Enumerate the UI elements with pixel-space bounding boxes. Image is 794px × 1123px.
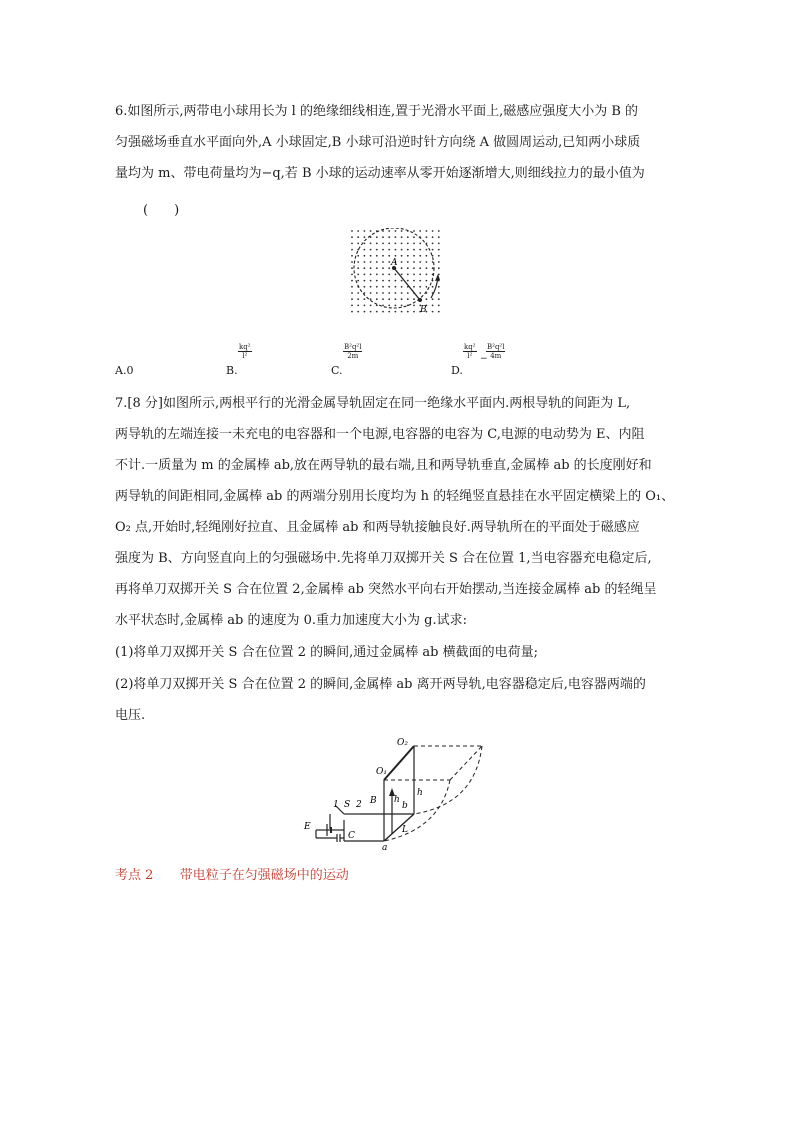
label-e: E bbox=[304, 822, 311, 832]
label-h-1: h bbox=[394, 795, 400, 805]
q6-line-3: 量均为 m、带电荷量均为−q,若 B 小球的运动速率从零开始逐渐增大,则细线拉力的最小值为 bbox=[115, 166, 645, 181]
option-b-numerator: kq² bbox=[239, 343, 251, 351]
option-b-denominator: l² bbox=[242, 352, 248, 360]
option-d-numerator-2: B²q²l bbox=[487, 343, 505, 351]
option-b-fraction bbox=[238, 343, 252, 360]
ball-b bbox=[418, 298, 422, 302]
option-d-fraction-1 bbox=[463, 343, 477, 360]
q7-line-2: 两导轨的左端连接一未充电的电容器和一个电源,电容器的电容为 C,电源的电动势为 E、内阻 bbox=[115, 427, 645, 442]
option-c-denominator: 2m bbox=[347, 352, 359, 360]
q7-line-9: (1)将单刀双掷开关 S 合在位置 2 的瞬间,通过金属棒 ab 横截面的电荷量; bbox=[115, 645, 538, 660]
q7-line-11: 电压. bbox=[115, 708, 146, 723]
label-l: L bbox=[402, 825, 408, 835]
topic-title: 带电粒子在匀强磁场中的运动 bbox=[179, 868, 349, 883]
label-b: B bbox=[420, 305, 427, 315]
label-s: S bbox=[344, 800, 351, 810]
option-b-label: B. bbox=[226, 364, 238, 377]
q7-line-6: 强度为 B、方向竖直向上的匀强磁场中.先将单刀双掷开关 S 合在位置 1,当电容器充电稳定后, bbox=[115, 551, 652, 566]
q7-line-8: 水平状态时,金属棒 ab 的速度为 0.重力加速度大小为 g.试求: bbox=[115, 613, 467, 628]
topic-label: 考点 2 bbox=[115, 868, 154, 883]
thread-line bbox=[394, 268, 420, 300]
label-b-field: B bbox=[370, 796, 377, 806]
label-a-end: a bbox=[382, 843, 388, 852]
option-d-minus: − bbox=[480, 354, 488, 364]
option-d-label: D. bbox=[451, 364, 463, 377]
q6-answer-paren: ( ) bbox=[143, 203, 180, 218]
label-o2: O₂ bbox=[397, 738, 408, 748]
label-b-end: b bbox=[402, 801, 408, 811]
label-a: A bbox=[391, 258, 398, 268]
option-d-denominator-1: l² bbox=[467, 352, 473, 360]
option-d-fraction-2 bbox=[486, 343, 505, 360]
option-c-fraction bbox=[343, 343, 362, 360]
q7-line-4: 两导轨的间距相同,金属棒 ab 的两端分别用长度均为 h 的轻绳竖直悬挂在水平固定横梁上的 O₁、 bbox=[115, 489, 675, 504]
label-1: 1 bbox=[333, 800, 339, 810]
label-o1: O₁ bbox=[376, 767, 387, 777]
option-d-numerator-1: kq² bbox=[464, 343, 476, 351]
label-2: 2 bbox=[356, 800, 362, 810]
topic-heading bbox=[115, 864, 349, 883]
option-c-numerator: B²q²l bbox=[344, 343, 362, 351]
crossbeam bbox=[384, 746, 414, 780]
q7-line-3: 不计.一质量为 m 的金属棒 ab,放在两导轨的最右端,且和两导轨垂直,金属棒 ab 的长度刚好和 bbox=[115, 458, 652, 473]
label-h-2: h bbox=[417, 788, 423, 798]
q6-line-2: 匀强磁场垂直水平面向外,A 小球固定,B 小球可沿逆时针方向绕 A 做圆周运动,已知两小球质 bbox=[115, 135, 641, 150]
option-c-label: C. bbox=[331, 364, 343, 377]
q7-line-5: O₂ 点,开始时,轻绳刚好拉直、且金属棒 ab 和两导轨接触良好.两导轨所在的平面处于磁感应 bbox=[115, 520, 640, 535]
label-c: C bbox=[348, 831, 355, 841]
option-d-denominator-2: 4m bbox=[490, 352, 502, 360]
option-a: A.0 bbox=[115, 364, 134, 377]
q7-figure bbox=[300, 734, 500, 852]
magnetic-field-dots bbox=[351, 230, 440, 312]
q6-figure bbox=[349, 228, 445, 318]
q6-line-1: 6.如图所示,两带电小球用长为 l 的绝缘细线相连,置于光滑水平面上,磁感应强度大小为 B 的 bbox=[115, 104, 639, 119]
q7-line-7: 再将单刀双掷开关 S 合在位置 2,金属棒 ab 突然水平向右开始摆动,当连接金属棒 ab 的轻绳呈 bbox=[115, 582, 657, 597]
q7-line-10: (2)将单刀双掷开关 S 合在位置 2 的瞬间,金属棒 ab 离开两导轨,电容器稳定后,电容器两端的 bbox=[115, 677, 646, 692]
q7-line-1: 7.[8 分]如图所示,两根平行的光滑金属导轨固定在同一绝缘水平面内.两根导轨的间距为 L, bbox=[115, 396, 631, 411]
